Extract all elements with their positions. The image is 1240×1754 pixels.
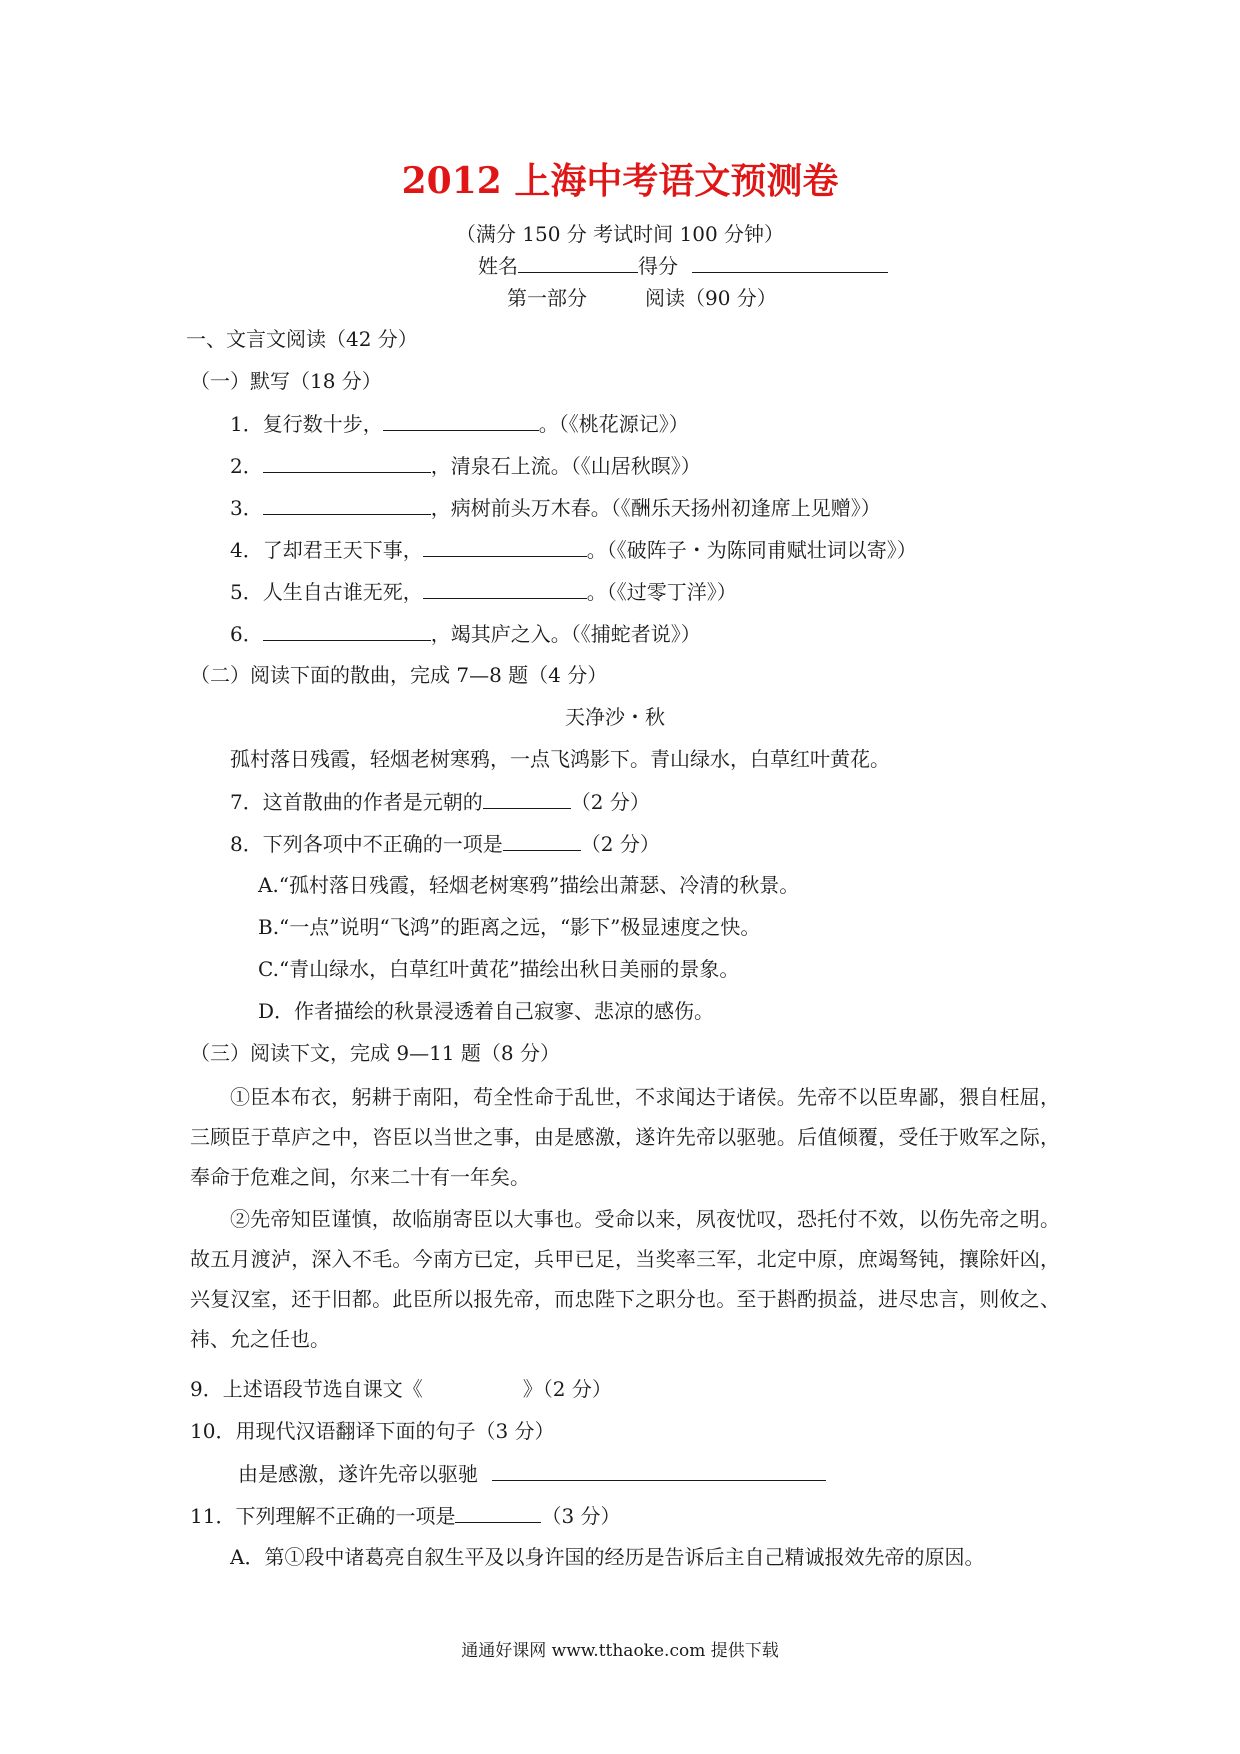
- question-7: 7．这首散曲的作者是元朝的 （2 分）: [230, 790, 650, 814]
- part-line: [507, 285, 777, 311]
- question-2: 2． ，清泉石上流。（《山居秋暝》）: [230, 454, 701, 478]
- question-10: 10．用现代汉语翻译下面的句子（3 分）: [190, 1419, 555, 1443]
- answer-blank: [492, 1460, 826, 1481]
- option-d: D．作者描绘的秋景浸透着自己寂寥、悲凉的感伤。: [258, 999, 715, 1023]
- poem-title: 天净沙・秋: [565, 705, 665, 729]
- question-9: 9．上述语段节选自课文《 》（2 分）: [190, 1377, 612, 1401]
- answer-blank: [503, 830, 581, 851]
- footer-credit: 通通好课网 www.tthaoke.com 提供下载: [461, 1641, 779, 1661]
- part-section: 阅读（90 分）: [645, 286, 777, 310]
- document-title: 2012 上海中考语文预测卷: [401, 160, 839, 202]
- option-c: C.“青山绿水，白草红叶黄花”描绘出秋日美丽的景象。: [258, 957, 740, 981]
- answer-blank: [423, 536, 587, 557]
- passage-paragraph-2: ②先帝知臣谨慎，故临崩寄臣以大事也。受命以来，夙夜忧叹，恐托付不效，以伤先帝之明。故五月渡泸，深入不毛。今南方已定，兵甲已足，当奖率三军，北定中原，庶竭驽钝，攘除奸凶，兴复汉室，还于旧都。此臣所以报先帝，而忠陛下之职分也。至于斟酌损益，进尽忠言，则攸之、祎、允之任也。: [190, 1207, 1060, 1351]
- question-11: 11．下列理解不正确的一项是 （3 分）: [190, 1504, 621, 1528]
- passage-paragraph-1: ①臣本布衣，躬耕于南阳，苟全性命于乱世，不求闻达于诸侯。先帝不以臣卑鄙，猥自枉屈，三顾臣于草庐之中，咨臣以当世之事，由是感激，遂许先帝以驱驰。后值倾覆，受任于败军之际，奉命于危难之间，尔来二十有一年矣。: [190, 1085, 1060, 1189]
- name-label: 姓名: [478, 254, 518, 278]
- subsection-heading-2: （二）阅读下面的散曲，完成 7—8 题（4 分）: [190, 663, 608, 687]
- answer-blank: [263, 452, 431, 473]
- question-6: 6． ，竭其庐之入。（《捕蛇者说》）: [230, 622, 701, 646]
- name-blank: [518, 252, 638, 273]
- option-a-q11: A．第①段中诸葛亮自叙生平及以身许国的经历是告诉后主自己精诚报效先帝的原因。: [230, 1545, 985, 1569]
- translation-sentence: 由是感激，遂许先帝以驱驰: [238, 1462, 478, 1486]
- answer-blank: [263, 494, 431, 515]
- score-label: 得分: [638, 254, 678, 278]
- subsection-heading-3: （三）阅读下文，完成 9—11 题（8 分）: [190, 1041, 560, 1065]
- answer-blank: [455, 1502, 541, 1523]
- part-label: 第一部分: [507, 286, 587, 310]
- translation-line: [238, 1460, 826, 1487]
- question-3: 3． ，病树前头万木春。（《酬乐天扬州初逢席上见赠》）: [230, 496, 881, 520]
- exam-meta: （满分 150 分 考试时间 100 分钟）: [455, 222, 785, 246]
- score-blank: [692, 252, 888, 273]
- option-a: A.“孤村落日残霞，轻烟老树寒鸦”描绘出萧瑟、冷清的秋景。: [258, 873, 800, 897]
- question-5: 5．人生自古谁无死， 。（《过零丁洋》）: [230, 580, 737, 604]
- answer-blank: [263, 620, 431, 641]
- answer-blank: [383, 410, 539, 431]
- question-1: 1．复行数十步， 。（《桃花源记》）: [230, 412, 689, 436]
- name-score-line: [478, 252, 888, 279]
- option-b: B.“一点”说明“飞鸿”的距离之远，“影下”极显速度之快。: [258, 915, 761, 939]
- answer-blank: [423, 578, 587, 599]
- section-heading: 一、文言文阅读（42 分）: [186, 327, 418, 351]
- subsection-heading-1: （一）默写（18 分）: [190, 369, 382, 393]
- question-4: 4．了却君王天下事， 。（《破阵子・为陈同甫赋壮词以寄》）: [230, 538, 917, 562]
- poem-text: 孤村落日残霞，轻烟老树寒鸦，一点飞鸿影下。青山绿水，白草红叶黄花。: [230, 747, 890, 771]
- answer-blank: [483, 788, 571, 809]
- question-8: 8．下列各项中不正确的一项是 （2 分）: [230, 832, 660, 856]
